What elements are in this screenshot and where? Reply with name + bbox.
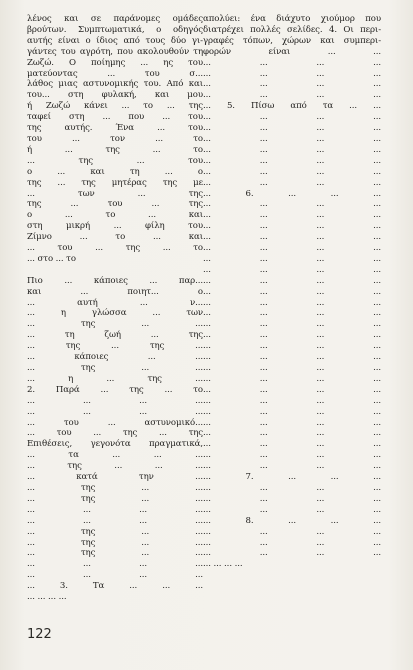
text-line: ... ... ... ... xyxy=(203,232,381,243)
text-line: ... ... ... ... xyxy=(203,363,381,373)
text-line: ... ... ... ... xyxy=(203,559,243,570)
text-line: ... ... ... ... xyxy=(203,177,381,188)
text-line: ... ... ... ... xyxy=(203,493,381,504)
text-line: ... της ... ... xyxy=(27,493,203,504)
text-line: ... της ... ... xyxy=(27,482,203,493)
text-line: ή ... της ... το xyxy=(27,144,203,155)
text-line: ... ... ... ... xyxy=(203,482,381,493)
text-line: ... ... ... ... xyxy=(203,166,381,177)
text-line: φορών είναι ... ... xyxy=(203,46,381,57)
text-line: ... ... ... ... xyxy=(27,592,67,603)
text-line: ... ... ... ... xyxy=(27,559,203,570)
text-line: ματεύοντας ... του σ... xyxy=(27,68,203,79)
text-line: ... ... ... ... xyxy=(203,253,381,264)
text-line: στη μικρή ... φίλη του xyxy=(27,221,203,232)
text-line: Επιθέσεις, γεγονότα πραγματικά, xyxy=(27,439,203,450)
text-line: ... ... ... ... xyxy=(203,144,381,155)
text-line: ... η γλώσσα ... των xyxy=(27,308,203,319)
text-line: ... 8. ... ... ... xyxy=(203,515,381,526)
text-line: Ζίμνο ... το ... και xyxy=(27,232,203,243)
text-line: ... 3. Τα ... ... ... xyxy=(27,581,203,592)
text-line: ... ... ... ... xyxy=(203,406,381,417)
text-line: 2. Παρά ... της ... το xyxy=(27,384,203,395)
text-line: του... στη φυλακή, και μου xyxy=(27,90,203,101)
text-line: ... αυτή ... ν... xyxy=(27,297,203,308)
text-line: απολύει: ένα διάχυτο χιούμορ που xyxy=(203,14,381,24)
text-line: διατρέχει πολλές σελίδες. 4. Οι περι- xyxy=(203,24,381,35)
text-line: ... ... ... ... xyxy=(203,537,381,548)
text-line: ... της ... ... xyxy=(27,526,203,537)
text-line: ... ... ... ... xyxy=(203,373,381,384)
text-line: ... ... ... ... xyxy=(203,68,381,79)
text-line: της ... της μητέρας της με xyxy=(27,177,203,188)
text-line: ο ... το ... και xyxy=(27,210,203,221)
text-line: ... του ... της ... το xyxy=(27,243,203,254)
text-line: ... ... ... ... xyxy=(203,308,381,319)
text-line: ... της ... της ... xyxy=(27,341,203,352)
page-number: 122 xyxy=(27,627,52,642)
text-line: ... κάποιες ... ... xyxy=(27,352,203,363)
text-line: ... ... ... ... xyxy=(203,112,381,123)
text-line: ... 6. ... ... ... xyxy=(203,188,381,199)
text-line: ... 7. ... ... ... xyxy=(203,472,381,483)
text-line: γάντες του αγρότη, που ακολουθούν τη xyxy=(27,46,203,57)
text-line: ... ... ... ... xyxy=(203,548,381,559)
text-line: αυτής είναι ο ίδιος από τους δύο γι- xyxy=(27,35,203,46)
text-line: ... ... ... ... xyxy=(203,264,381,275)
text-line: ... ... ... ... xyxy=(203,243,381,254)
text-line: ... ... ... ... xyxy=(203,384,381,395)
text-line: ... ... ... ... xyxy=(203,439,381,450)
text-line: ... ... ... ... xyxy=(203,286,381,297)
text-line: βρούτων. Συμπτωματικά, ο οδηγός xyxy=(27,24,203,35)
text-line: ... ... ... ... xyxy=(203,210,381,221)
text-line: Πιο ... κάποιες ... παρ... xyxy=(27,275,203,286)
text-line: ... 5. Πίσω από τα ... ... xyxy=(203,101,381,112)
text-line: ταφεί στη ... που ... του xyxy=(27,112,203,123)
text-line: της ... του ... της xyxy=(27,199,203,210)
text-line: ... της ... του xyxy=(27,155,203,166)
text-line: ... της ... ... xyxy=(27,548,203,559)
text-line: Ζωζώ. Ο ποίημης ... ης του xyxy=(27,57,203,68)
text-line: ... ... ... ... xyxy=(203,330,381,341)
text-line: ... ... ... ... xyxy=(203,319,381,330)
text-line: ... ... ... ... xyxy=(203,395,381,406)
text-line: ... τη ζωή ... της xyxy=(27,330,203,341)
text-line: ... ... ... ... xyxy=(27,395,203,406)
text-line: ... του ... της ... της xyxy=(27,428,203,439)
text-line: και ... ποιητ... ο xyxy=(27,286,203,297)
text-line: ... ... ... ... xyxy=(27,406,203,417)
text-line xyxy=(27,265,203,276)
text-line: της αυτής. Ένα ... του xyxy=(27,123,203,134)
text-line: ... της ... ... ... xyxy=(27,461,203,472)
text-line: ... ... ... ... xyxy=(203,133,381,144)
text-line: του ... τον ... το xyxy=(27,133,203,144)
text-column-left xyxy=(27,14,203,603)
text-line: ... ... ... ... xyxy=(203,352,381,363)
text-line: λένος και σε παράνομες ομάδες xyxy=(27,14,203,24)
text-line: ... ... ... ... xyxy=(203,297,381,308)
text-line: ... κατά την ... xyxy=(27,472,203,483)
text-line: ... της ... ... xyxy=(27,363,203,373)
text-line: ... ... ... ... xyxy=(203,341,381,352)
text-line: ... του ... αστυνομικό... xyxy=(27,417,203,428)
text-line: λάθος μιας αστυνομικής του. Από και xyxy=(27,79,203,90)
text-line: ... στο ... το xyxy=(27,253,76,264)
text-line: ... ... ... ... xyxy=(203,123,381,134)
text-line: ... ... ... ... xyxy=(203,417,381,428)
text-line: ... ... ... ... xyxy=(203,275,381,286)
text-line: ... ... ... ... xyxy=(203,504,381,515)
text-line: ... ... ... ... xyxy=(203,155,381,166)
text-line: ... ... ... ... xyxy=(203,90,381,101)
text-line: ... ... ... ... xyxy=(203,526,381,537)
text-line: ... ... ... ... xyxy=(203,57,381,68)
text-line: ... ... ... ... xyxy=(203,450,381,461)
text-line: ... ... ... ... xyxy=(27,515,203,526)
text-line: ... ... ... ... xyxy=(203,221,381,232)
text-line: γραφές τόπων, χώρων και συμπερι- xyxy=(203,35,381,46)
text-line: ... ... ... ... xyxy=(27,504,203,515)
text-line: ... τα ... ... ... xyxy=(27,450,203,461)
text-line: ... η ... της ... xyxy=(27,373,203,384)
text-line: ... της ... ... xyxy=(27,319,203,330)
text-line: ... της ... ... xyxy=(27,537,203,548)
text-line: ο ... και τη ... ο xyxy=(27,166,203,177)
text-line: ... ... ... ... xyxy=(203,199,381,210)
text-line: ... ... ... ... xyxy=(203,428,381,439)
text-column-right xyxy=(203,14,381,570)
text-line: ... ... ... ... xyxy=(203,461,381,472)
text-line: ... ... ... ... xyxy=(27,570,203,581)
text-line: ... ... ... ... xyxy=(203,79,381,90)
text-line: ... των ... της xyxy=(27,188,203,199)
text-line: ή Ζωζώ κάνει ... το ... της xyxy=(27,101,203,112)
